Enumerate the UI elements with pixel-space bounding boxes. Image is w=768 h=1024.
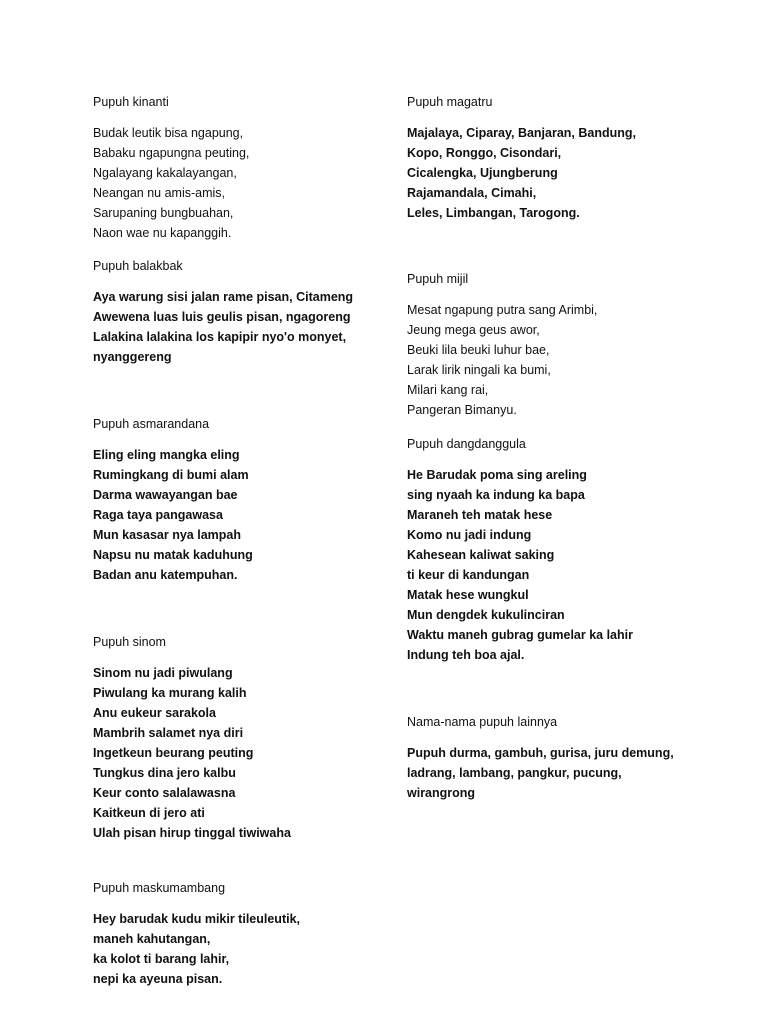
verse-lines <box>407 123 707 223</box>
verse-line: Napsu nu matak kaduhung <box>93 548 253 562</box>
section-pupuh-balakbak <box>93 256 393 367</box>
verse-line: ladrang, lambang, pangkur, pucung, <box>407 766 622 780</box>
section-heading: Pupuh balakbak <box>93 259 183 273</box>
verse-line: Lalakina lalakina los kapipir nyo'o monyet, <box>93 330 347 344</box>
verse-line: Aya warung sisi jalan rame pisan, Citameng <box>93 290 354 304</box>
verse-line: Darma wawayangan bae <box>93 488 238 502</box>
section-pupuh-sinom <box>93 632 393 843</box>
verse-line: nyanggereng <box>93 350 172 364</box>
verse-line: sing nyaah ka indung ka bapa <box>407 488 585 502</box>
verse-line: Waktu maneh gubrag gumelar ka lahir <box>407 628 633 642</box>
verse-line: Pangeran Bimanyu. <box>407 403 517 417</box>
verse-line: Eling eling mangka eling <box>93 448 240 462</box>
verse-line: Mun kasasar nya lampah <box>93 528 241 542</box>
verse-line: Mun dengdek kukulinciran <box>407 608 565 622</box>
verse-line: Budak leutik bisa ngapung, <box>93 126 244 140</box>
verse-line: nepi ka ayeuna pisan. <box>93 972 223 986</box>
verse-line: Hey barudak kudu mikir tileuleutik, <box>93 912 301 926</box>
verse-lines <box>93 445 393 585</box>
verse-line: Komo nu jadi indung <box>407 528 532 542</box>
verse-line: Mambrih salamet nya diri <box>93 726 244 740</box>
section-heading: Nama-nama pupuh lainnya <box>407 715 558 729</box>
verse-line: ti keur di kandungan <box>407 568 530 582</box>
verse-lines <box>93 909 393 989</box>
section-pupuh-magatru <box>407 92 707 223</box>
verse-line: Ulah pisan hirup tinggal tiwiwaha <box>93 826 291 840</box>
verse-line: Maraneh teh matak hese <box>407 508 553 522</box>
section-heading: Pupuh sinom <box>93 635 166 649</box>
verse-line: Kahesean kaliwat saking <box>407 548 555 562</box>
verse-line: Kaitkeun di jero ati <box>93 806 205 820</box>
verse-line: Leles, Limbangan, Tarogong. <box>407 206 580 220</box>
verse-lines <box>407 465 707 665</box>
section-heading: Pupuh asmarandana <box>93 417 210 431</box>
section-nama-nama-pupuh <box>407 712 707 803</box>
verse-line: Sinom nu jadi piwulang <box>93 666 233 680</box>
verse-line: Rumingkang di bumi alam <box>93 468 249 482</box>
section-heading: Pupuh mijil <box>407 272 469 286</box>
verse-line: Mesat ngapung putra sang Arimbi, <box>407 303 598 317</box>
verse-line: Jeung mega geus awor, <box>407 323 540 337</box>
verse-line: Neangan nu amis-amis, <box>93 186 226 200</box>
verse-line: Piwulang ka murang kalih <box>93 686 247 700</box>
verse-line: Indung teh boa ajal. <box>407 648 525 662</box>
verse-line: Pupuh durma, gambuh, gurisa, juru demung, <box>407 746 674 760</box>
verse-lines <box>93 663 393 843</box>
section-heading: Pupuh dangdanggula <box>407 437 526 451</box>
section-pupuh-maskumambang <box>93 878 393 989</box>
verse-lines <box>407 743 707 803</box>
verse-line: Awewena luas luis geulis pisan, ngagoreng <box>93 310 351 324</box>
verse-line: Babaku ngapungna peuting, <box>93 146 250 160</box>
section-heading: Pupuh magatru <box>407 95 493 109</box>
section-pupuh-kinanti <box>93 92 393 243</box>
verse-line: Larak lirik ningali ka bumi, <box>407 363 551 377</box>
verse-line: maneh kahutangan, <box>93 932 211 946</box>
section-pupuh-mijil <box>407 269 707 420</box>
verse-line: wirangrong <box>407 786 476 800</box>
verse-line: Badan anu katempuhan. <box>93 568 238 582</box>
verse-line: Tungkus dina jero kalbu <box>93 766 236 780</box>
verse-line: ka kolot ti barang lahir, <box>93 952 230 966</box>
verse-lines <box>93 287 393 367</box>
verse-line: Majalaya, Ciparay, Banjaran, Bandung, <box>407 126 637 140</box>
verse-line: Naon wae nu kapanggih. <box>93 226 232 240</box>
verse-line: Kopo, Ronggo, Cisondari, <box>407 146 562 160</box>
verse-line: Milari kang rai, <box>407 383 489 397</box>
verse-line: Anu eukeur sarakola <box>93 706 216 720</box>
verse-line: Beuki lila beuki luhur bae, <box>407 343 550 357</box>
verse-line: Ingetkeun beurang peuting <box>93 746 254 760</box>
section-pupuh-dangdanggula <box>407 434 707 665</box>
section-pupuh-asmarandana <box>93 414 393 585</box>
verse-line: Ngalayang kakalayangan, <box>93 166 237 180</box>
verse-lines <box>93 123 393 243</box>
verse-line: He Barudak poma sing areling <box>407 468 587 482</box>
verse-line: Matak hese wungkul <box>407 588 529 602</box>
verse-line: Cicalengka, Ujungberung <box>407 166 558 180</box>
verse-line: Sarupaning bungbuahan, <box>93 206 234 220</box>
verse-line: Raga taya pangawasa <box>93 508 223 522</box>
verse-lines <box>407 300 707 420</box>
section-heading: Pupuh maskumambang <box>93 881 226 895</box>
verse-line: Rajamandala, Cimahi, <box>407 186 537 200</box>
section-heading: Pupuh kinanti <box>93 95 169 109</box>
verse-line: Keur conto salalawasna <box>93 786 236 800</box>
